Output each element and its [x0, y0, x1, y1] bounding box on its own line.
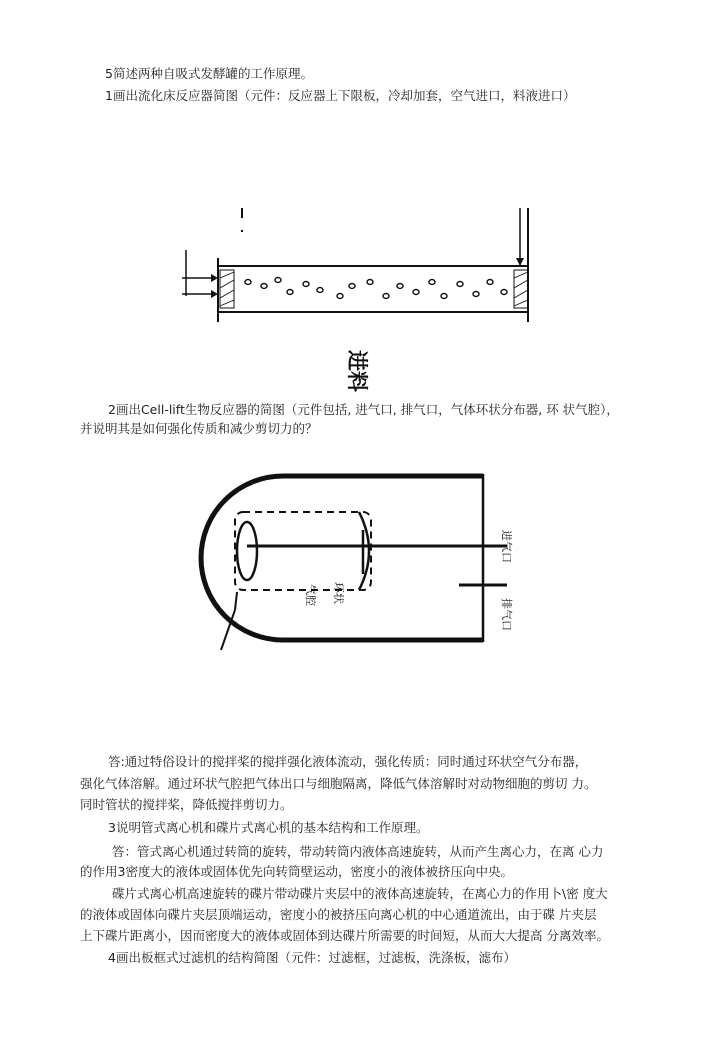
answer-2-line1: 答:通过特俗设计的搅拌桨的搅拌强化液体流动，强化传质：同时通过环状空气分布器，	[108, 754, 588, 769]
question-2-line1: 2画出Cell-lift生物反应器的简图（元件包括, 进气口, 排气口，气体环状分布器, 环 状气腔），	[108, 402, 619, 417]
answer-3-p2-line1: 碟片式离心机高速旋转的碟片带动碟片夹层中的液体高速旋转，在离心力的作用卜\密 度大	[112, 886, 608, 901]
cavity-label: 气腔	[304, 584, 317, 606]
answer-2-line3: 同时管状的搅拌桨，降低搅拌剪切力。	[80, 797, 293, 812]
fluidized-bed-figure	[180, 200, 550, 390]
answer-3-p2-line2: 的液体或固体向碟片夹层顶端运动，密度小的被挤压向离心机的中心通道流出，由于碟 片夹层	[80, 907, 597, 922]
answer-3-p2-line3: 上下碟片距离小，因而密度大的液体或固体到达碟片所需要的时间短，从而大大提高 分离效率。	[80, 928, 609, 943]
ring-label: 环状	[332, 582, 345, 604]
answer-3-p1-line2: 的作用3密度大的液体或固体优先向转筒壁运动，密度小的液体被挤压向中央。	[80, 864, 513, 879]
question-2-line2: 并说明其是如何强化传质和减少剪切力的？	[80, 421, 318, 436]
question-5: 5简述两种自吸式发酵罐的工作原理。	[105, 66, 313, 81]
answer-3-p1-line1: 答：管式离心机通过转筒的旋转，带动转筒内液体高速旋转，从而产生离心力，在离 心力	[112, 844, 604, 859]
question-3: 3说明管式离心机和碟片式离心机的基本结构和工作原理。	[108, 820, 429, 835]
outlet-label: 排气口	[500, 598, 513, 631]
feed-label: 进料	[345, 350, 369, 392]
answer-2-line2: 强化气体溶解。通过环状气腔把气体出口与细胞隔离，降低气体溶解时对动物细胞的剪切 力。	[80, 776, 597, 791]
cell-lift-reactor-figure	[195, 470, 513, 660]
question-1: 1画出流化床反应器简图（元件：反应器上下限板，冷却加套，空气进口，料液进口）	[105, 88, 576, 103]
question-4: 4画出板框式过滤机的结构简图（元件：过滤框，过滤板，洗涤板，滤布）	[108, 950, 516, 965]
inlet-label: 进气口	[500, 530, 513, 563]
